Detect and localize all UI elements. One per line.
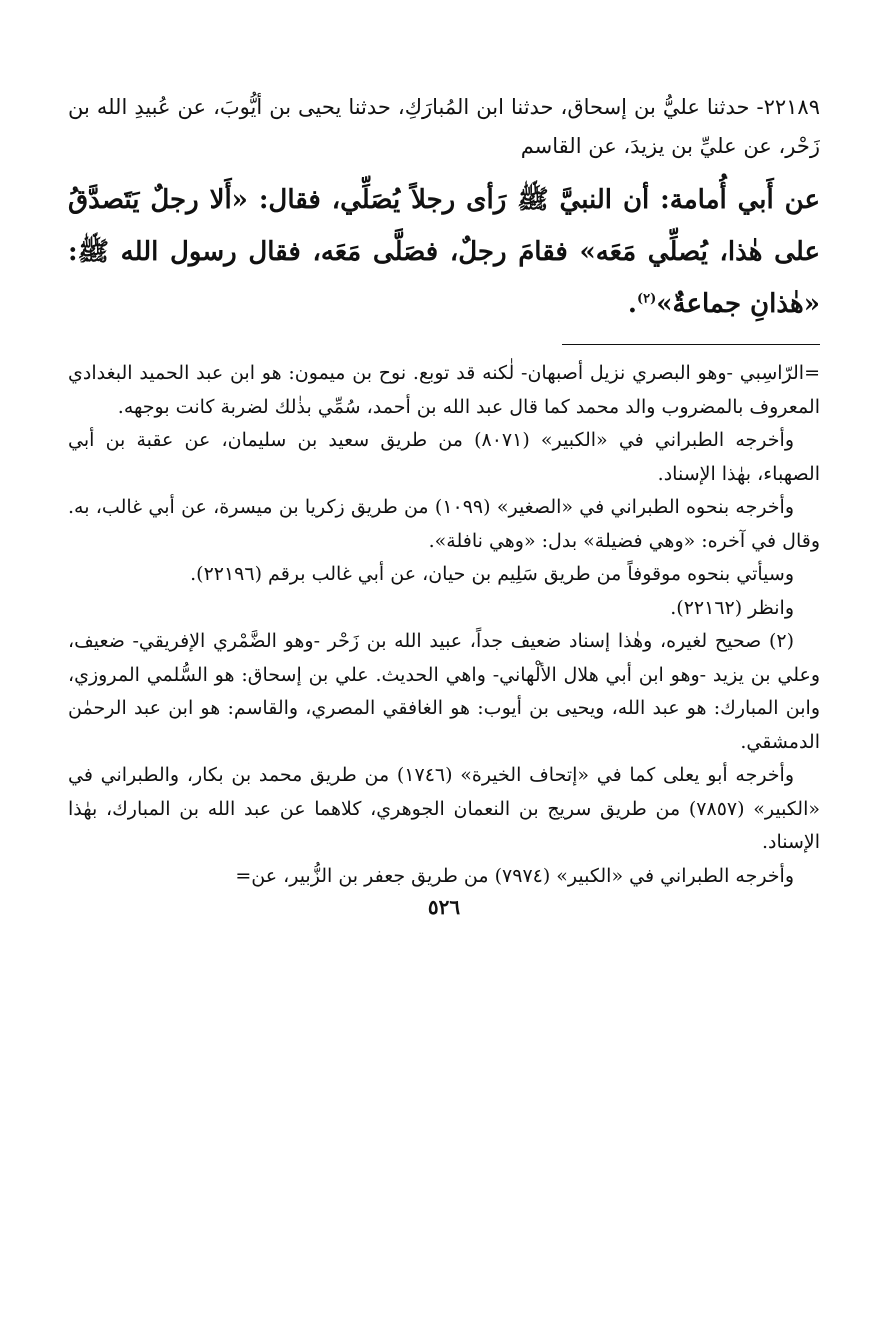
matn-line-1: عن أَبي أُمامة: أن النبيَّ ﷺ رَأى رجلاً يُصَلِّي، فقال: «أَلا <box>209 185 820 215</box>
footnote-separator <box>562 344 820 345</box>
isnad-line-2: أيُّوبَ، عن عُبيدِ الله بن زَحْر، عن عليِّ بن يزيدَ، عن القاسم <box>68 95 820 158</box>
footnote-paragraph: وأخرجه الطبراني في «الكبير» (٧٩٧٤) من طريق جعفر بن الزُّبير، عن= <box>235 864 794 887</box>
hadith-block <box>68 88 820 330</box>
footnotes <box>68 357 820 893</box>
footnote-paragraph: وأخرجه بنحوه الطبراني في «الصغير» (١٠٩٩) من طريق زكريا بن ميسرة، عن أبي غالب، به. وقال في آخره: «وهي فضيلة» بدل: «وهي نافلة». <box>68 496 820 552</box>
footnote-paragraph: =الرّاسِبي -وهو البصري نزيل أصبهان- لٰكنه قد توبع. نوح بن ميمون: هو ابن عبد الحميد البغدادي المعروف بالمضروب والد محمد كما قال عبد الله بن أحمد، سُمِّي بذٰلك لضربة كانت بوجهه. <box>68 362 820 418</box>
footnote-paragraph: وسيأتي بنحوه موقوفاً من طريق سَلِيم بن حيان، عن أبي غالب برقم (٢٢١٩٦). <box>190 563 794 585</box>
matn-end-mark: . <box>627 289 637 319</box>
footnote-paragraph: (٢) صحيح لغيره، وهٰذا إسناد ضعيف جداً، عبيد الله بن زَحْر -وهو الضَّمْري الإفريقي- ضعيف، وعلي بن يزيد -وهو ابن أبي هلال الألْهاني- واهي الحديث. علي بن إسحاق: هو السُّلمي المروزي، وابن المبارك: هو عبد الله، ويحيى بن أيوب: هو الغافقي المصري، والقاسم: هو ابن عبد الرحمٰن الدمشقي. <box>68 630 820 753</box>
footnote-ref: (٢) <box>636 291 657 307</box>
document-page <box>68 88 820 919</box>
matn <box>68 174 820 330</box>
footnote-paragraph: وأخرجه أبو يعلى كما في «إتحاف الخيرة» (١٧٤٦) من طريق محمد بن بكار، والطبراني في «الكبير» (٧٨٥٧) من طريق سريج بن النعمان الجوهري، كلاهما عن عبد الله بن المبارك، بهٰذا الإسناد. <box>68 764 820 853</box>
footnote-paragraph: وانظر (٢٢١٦٢). <box>670 596 794 619</box>
matn-line-3: فقال رسول الله ﷺ: «هٰذانِ جماعةٌ» <box>68 237 820 319</box>
matn-line-2: رجلٌ يَتَصدَّقُ على هٰذا، يُصلِّي مَعَه» فقامَ رجلٌ، فصَلَّى مَعَه، <box>68 185 820 267</box>
page-number: ٥٢٦ <box>427 895 461 919</box>
footnote-paragraph: وأخرجه الطبراني في «الكبير» (٨٠٧١) من طريق سعيد بن سليمان، عن عقبة بن أبي الصهباء، بهٰذا الإسناد. <box>68 429 820 485</box>
isnad <box>68 88 820 166</box>
isnad-line-1: ٢٢١٨٩- حدثنا عليُّ بن إسحاق، حدثنا ابن المُبارَكِ، حدثنا يحيى بن <box>269 95 820 119</box>
